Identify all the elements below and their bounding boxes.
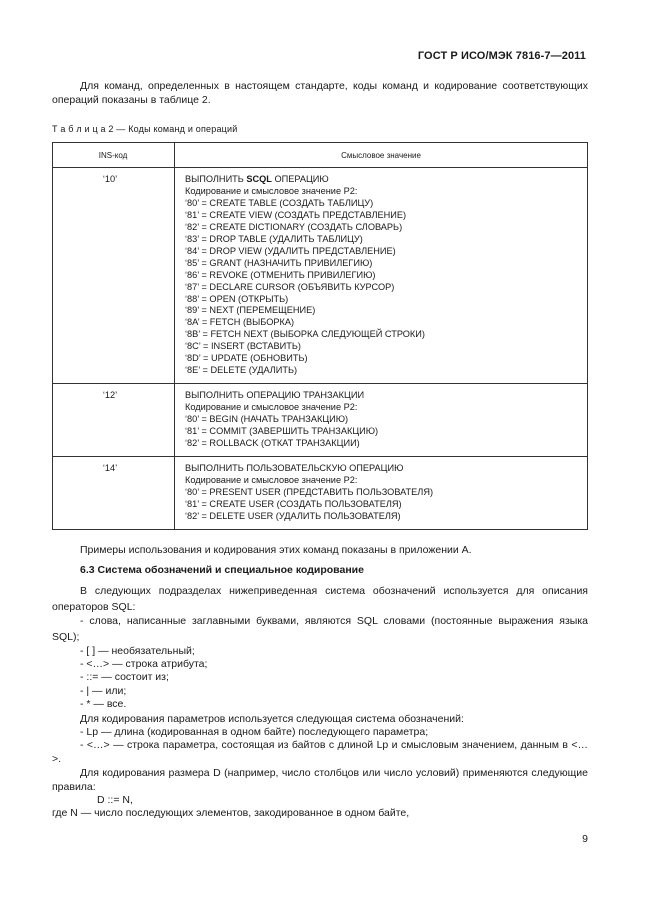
table-row [53, 456, 588, 529]
list-item: - ::= — состоит из; [80, 671, 169, 684]
list-item: - <…> — строка атрибута; [80, 658, 208, 671]
meaning-line: ‘87’ = DECLARE CURSOR (ОБЪЯВИТЬ КУРСОР) [185, 281, 395, 292]
column-header-meaning: Смысловое значение [175, 143, 588, 168]
examples-paragraph: Примеры использования и кодирования этих команд показаны в приложении А. [80, 544, 472, 556]
meaning-cell [175, 168, 588, 384]
list-item: - [ ] — необязательный; [80, 645, 195, 657]
size-formula: D ::= N, [97, 794, 133, 806]
meaning-line: ‘80’ = PRESENT USER (ПРЕДСТАВИТЬ ПОЛЬЗОВАТЕЛЯ) [185, 486, 434, 497]
size-coding-paragraph: Для кодирования размера D (например, число столбцов или число условий) применяются следующие правила: [52, 767, 588, 793]
meaning-line: ‘88’ = OPEN (ОТКРЫТЬ) [185, 293, 289, 304]
list-item: - <…> — строка параметра, состоящая из байтов с длиной Lp и смысловым значением, данным в <…>. [52, 739, 588, 765]
meaning-line: ‘8D’ = UPDATE (ОБНОВИТЬ) [185, 353, 308, 364]
meaning-line: Кодирование и смысловое значение P2: [185, 474, 358, 485]
notation-list [80, 645, 207, 711]
meaning-line: ‘81’ = CREATE VIEW (СОЗДАТЬ ПРЕДСТАВЛЕНИЕ) [185, 209, 407, 220]
list-item: - * — все. [80, 697, 127, 710]
command-codes-table [52, 142, 588, 530]
formula-where-clause: где N — число последующих элементов, закодированное в одном байте, [52, 807, 410, 819]
meaning-line: ‘84’ = DROP VIEW (УДАЛИТЬ ПРЕДСТАВЛЕНИЕ) [185, 245, 396, 256]
meaning-line: ‘82’ = DELETE USER (УДАЛИТЬ ПОЛЬЗОВАТЕЛЯ) [185, 510, 401, 521]
list-item: - | — или; [80, 684, 127, 697]
meaning-line: ‘8A’ = FETCH (ВЫБОРКА) [185, 317, 295, 328]
column-header-code: INS-код [53, 143, 175, 168]
parameter-notation-intro: Для кодирования параметров используется следующая система обозначений: [80, 713, 464, 725]
meaning-line: ‘83’ = DROP TABLE (УДАЛИТЬ ТАБЛИЦУ) [185, 233, 363, 244]
meaning-line: ‘86’ = REVOKE (ОТМЕНИТЬ ПРИВИЛЕГИЮ) [185, 269, 376, 280]
meaning-line: ‘8C’ = INSERT (ВСТАВИТЬ) [185, 341, 301, 352]
meaning-line: ВЫПОЛНИТЬ ПОЛЬЗОВАТЕЛЬСКУЮ ОПЕРАЦИЮ [185, 462, 404, 473]
meaning-line: ‘81’ = CREATE USER (СОЗДАТЬ ПОЛЬЗОВАТЕЛЯ) [185, 498, 402, 509]
table-row [53, 384, 588, 457]
meaning-line: ‘8B’ = FETCH NEXT (ВЫБОРКА СЛЕДУЮЩЕЙ СТРОКИ) [185, 329, 425, 340]
meaning-line: ‘81’ = COMMIT (ЗАВЕРШИТЬ ТРАНЗАКЦИЮ) [185, 426, 379, 437]
meaning-cell [175, 384, 588, 457]
notation-intro-paragraph: В следующих подразделах нижеприведенная система обозначений используется для описания операторов SQL: [52, 585, 588, 613]
meaning-line: ‘80’ = CREATE TABLE (СОЗДАТЬ ТАБЛИЦУ) [185, 197, 374, 208]
table-row [53, 168, 588, 384]
meaning-line: ‘85’ = GRANT (НАЗНАЧИТЬ ПРИВИЛЕГИЮ) [185, 257, 373, 268]
code-cell: ‘10’ [53, 168, 175, 384]
code-cell: ‘12’ [53, 384, 175, 457]
uppercase-words-item: - слова, написанные заглавными буквами, являются SQL словами (постоянные выражения языка SQL); [52, 615, 588, 643]
meaning-line: ‘82’ = ROLLBACK (ОТКАТ ТРАНЗАКЦИИ) [185, 438, 360, 449]
meaning-line: Кодирование и смысловое значение P2: [185, 402, 358, 413]
list-item: - Lp — длина (кодированная в одном байте) последующего параметра; [80, 726, 429, 738]
section-title: 6.3 Система обозначений и специальное кодирование [80, 564, 364, 576]
meaning-line: ВЫПОЛНИТЬ ОПЕРАЦИЮ ТРАНЗАКЦИИ [185, 390, 365, 401]
meaning-line: ВЫПОЛНИТЬ SCQL ОПЕРАЦИЮ [185, 174, 329, 184]
meaning-line: ‘8E’ = DELETE (УДАЛИТЬ) [185, 365, 298, 376]
document-header: ГОСТ Р ИСО/МЭК 7816-7—2011 [417, 50, 586, 62]
meaning-cell [175, 456, 588, 529]
meaning-line: Кодирование и смысловое значение P2: [185, 185, 358, 196]
meaning-line: ‘82’ = CREATE DICTIONARY (СОЗДАТЬ СЛОВАРЬ) [185, 221, 403, 232]
intro-paragraph: Для команд, определенных в настоящем стандарте, коды команд и кодирование соответствующих операций показаны в таблице 2. [52, 80, 588, 106]
meaning-line: ‘89’ = NEXT (ПЕРЕМЕЩЕНИЕ) [185, 305, 316, 316]
code-cell: ‘14’ [53, 456, 175, 529]
page-number: 9 [582, 833, 588, 845]
table-caption: Т а б л и ц а 2 — Коды команд и операций [52, 124, 238, 134]
table-header-row [53, 143, 588, 168]
meaning-line: ‘80’ = BEGIN (НАЧАТЬ ТРАНЗАКЦИЮ) [185, 414, 349, 425]
